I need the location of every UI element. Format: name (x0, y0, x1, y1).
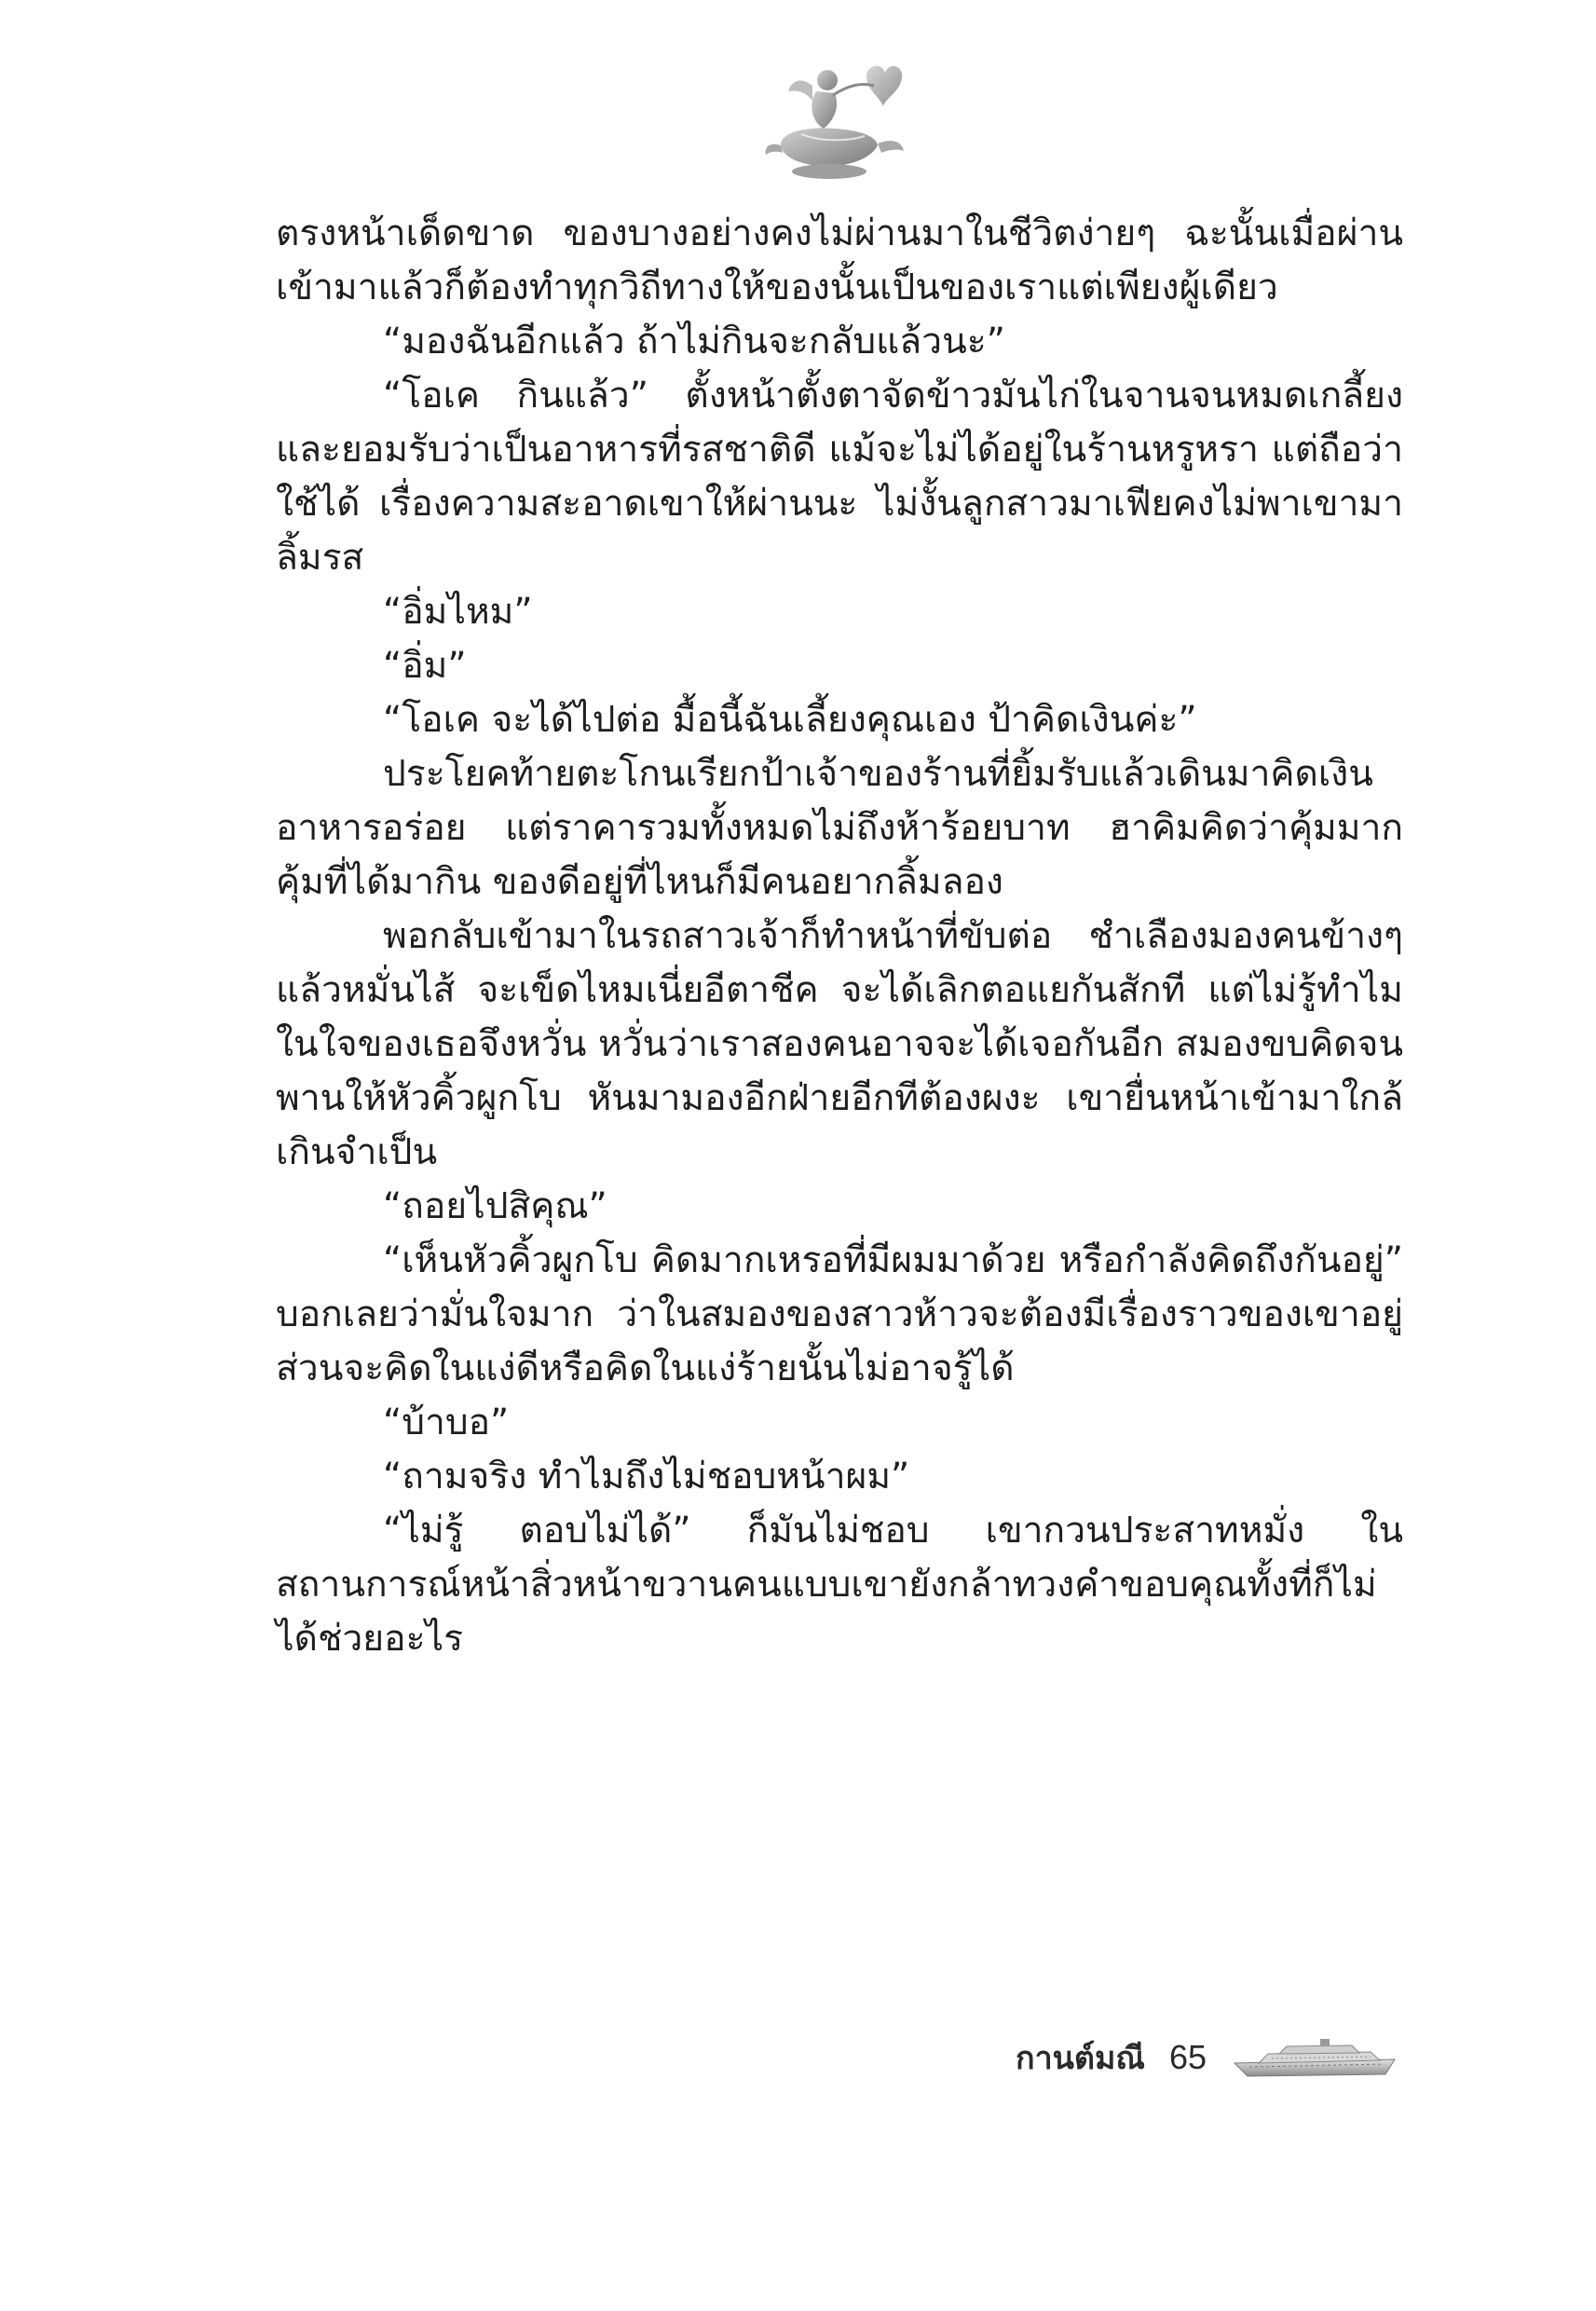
paragraph: “อิ่ม” (383, 645, 467, 687)
paragraph: ประโยคท้ายตะโกนเรียกป้าเจ้าของร้านที่ยิ้มรับแล้วเดินมาคิดเงิน อาหารอร่อย แต่ราคารวมทั้งหมดไม่ถึงห้าร้อยบาท ฮาคิมคิดว่าคุ้มมาก คุ้มที่ได้มากิน ของดีอยู่ที่ไหนก็มีคนอยากลิ้มลอง (276, 753, 1403, 903)
paragraph: พอกลับเข้ามาในรถสาวเจ้าก็ทำหน้าที่ขับต่อ ชำเลืองมองคนข้างๆ แล้วหมั่นไส้ จะเข็ดไหมเนี่ยอีตาชีค จะได้เลิกตอแยกันสักที แต่ไม่รู้ทำไมในใจของเธอจึงหวั่น หวั่นว่าเราสองคนอาจจะได้เจอกันอีก สมองขบคิดจนพานให้หัวคิ้วผูกโบ หันมามองอีกฝ่ายอีกทีต้องผงะ เขายื่นหน้าเข้ามาใกล้เกินจำเป็น (276, 915, 1403, 1173)
page-number: 65 (1168, 2038, 1207, 2076)
paragraph: “ถามจริง ทำไมถึงไม่ชอบหน้าผม” (383, 1456, 910, 1497)
paragraph: “บ้าบอ” (383, 1402, 510, 1443)
paragraph: “มองฉันอีกแล้ว ถ้าไม่กินจะกลับแล้วนะ” (383, 321, 1005, 362)
paragraph: “โอเค กินแล้ว” ตั้งหน้าตั้งตาจัดข้าวมันไก่ในจานจนหมดเกลี้ยง และยอมรับว่าเป็นอาหารที่รสชาติดี แม้จะไม่ได้อยู่ในร้านหรูหรา แต่ถือว่าใช้ได้ เรื่องความสะอาดเขาให้ผ่านนะ ไม่งั้นลูกสาวมาเฟียคงไม่พาเขามาลิ้มรส (276, 375, 1403, 579)
paragraph: “ถอยไปสิคุณ” (383, 1185, 607, 1227)
teapot-cupid-ornament-icon (755, 48, 913, 188)
paragraph: ตรงหน้าเด็ดขาด ของบางอย่างคงไม่ผ่านมาในชีวิตง่ายๆ ฉะนั้นเมื่อผ่านเข้ามาแล้วก็ต้องทำทุกวิถีทางให้ของนั้นเป็นของเราแต่เพียงผู้เดียว (276, 212, 1403, 308)
page-footer (1016, 2030, 1398, 2085)
cruise-ship-icon (1231, 2035, 1398, 2080)
paragraph: “โอเค จะได้ไปต่อ มื้อนี้ฉันเลี้ยงคุณเอง ป้าคิดเงินค่ะ” (383, 699, 1197, 741)
book-title: กานต์มณี (1016, 2040, 1145, 2077)
body-text (276, 207, 1403, 1666)
paragraph: “อิ่มไหม” (383, 591, 533, 633)
paragraph: “เห็นหัวคิ้วผูกโบ คิดมากเหรอที่มีผมมาด้วย หรือกำลังคิดถึงกันอยู่” บอกเลยว่ามั่นใจมาก ว่าในสมองของสาวห้าวจะต้องมีเรื่องราวของเขาอยู่ ส่วนจะคิดในแง่ดีหรือคิดในแง่ร้ายนั้นไม่อาจรู้ได้ (276, 1239, 1403, 1389)
paragraph: “ไม่รู้ ตอบไม่ได้” ก็มันไม่ชอบ เขากวนประสาทหมั่ง ในสถานการณ์หน้าสิ่วหน้าขวานคนแบบเขายังกล้าทวงคำขอบคุณทั้งที่ก็ไม่ได้ช่วยอะไร (276, 1510, 1403, 1660)
